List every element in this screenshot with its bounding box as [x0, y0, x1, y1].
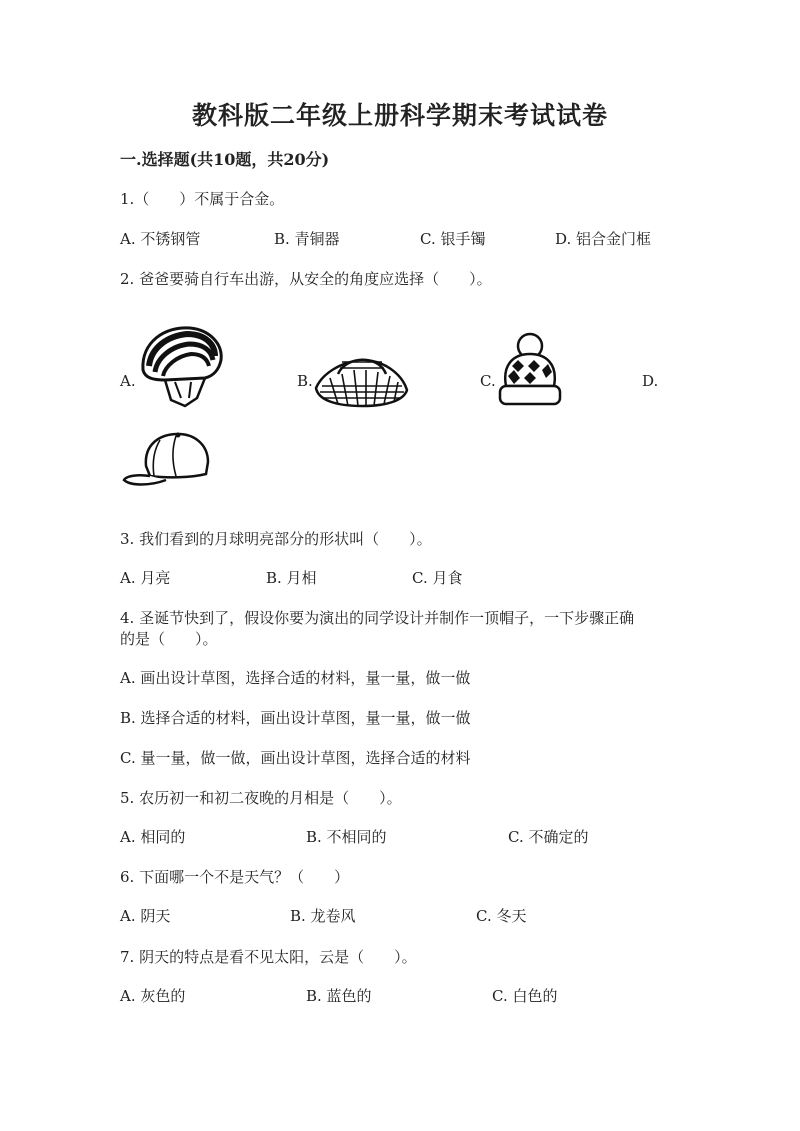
question-5-stem: 5. 农历初一和初二夜晚的月相是（ ）。 — [120, 789, 402, 807]
question-3-stem: 3. 我们看到的月球明亮部分的形状叫（ ）。 — [120, 530, 432, 548]
q3-option-b[interactable]: B. 月相 — [266, 569, 317, 587]
q5-option-a[interactable]: A. 相同的 — [120, 828, 186, 846]
baseball-cap-icon — [120, 430, 212, 492]
q4-option-c[interactable]: C. 量一量，做一做，画出设计草图，选择合适的材料 — [120, 749, 471, 767]
question-4-stem-line2: 的是（ ）。 — [120, 630, 218, 648]
knit-bobble-hat-icon — [494, 330, 566, 410]
question-4-stem-line1: 4. 圣诞节快到了，假设你要为演出的同学设计并制作一顶帽子，一下步骤正确 — [120, 609, 635, 627]
woven-straw-hat-icon — [312, 348, 410, 410]
q3-option-a[interactable]: A. 月亮 — [120, 569, 171, 587]
q6-option-c[interactable]: C. 冬天 — [476, 907, 527, 925]
q4-option-b[interactable]: B. 选择合适的材料，画出设计草图，量一量，做一做 — [120, 709, 471, 727]
page-title: 教科版二年级上册科学期末考试试卷 — [191, 101, 608, 130]
q5-option-b[interactable]: B. 不相同的 — [306, 828, 387, 846]
q2-option-d[interactable]: D. — [642, 372, 659, 390]
q2-option-b[interactable]: B. — [297, 372, 313, 390]
q1-option-a[interactable]: A. 不锈钢管 — [120, 230, 201, 248]
q3-option-c[interactable]: C. 月食 — [412, 569, 463, 587]
q5-option-c[interactable]: C. 不确定的 — [508, 828, 589, 846]
question-2-stem: 2. 爸爸要骑自行车出游，从安全的角度应选择（ ）。 — [120, 270, 492, 288]
q2-option-c[interactable]: C. — [480, 372, 496, 390]
q6-option-b[interactable]: B. 龙卷风 — [290, 907, 356, 925]
section-heading: 一.选择题(共10题，共20分) — [120, 150, 330, 169]
q7-option-c[interactable]: C. 白色的 — [492, 987, 558, 1005]
q1-option-c[interactable]: C. 银手镯 — [420, 230, 486, 248]
bicycle-helmet-icon — [135, 320, 230, 412]
q4-option-a[interactable]: A. 画出设计草图，选择合适的材料，量一量，做一做 — [120, 669, 471, 687]
q6-option-a[interactable]: A. 阴天 — [120, 907, 171, 925]
q1-option-b[interactable]: B. 青铜器 — [274, 230, 340, 248]
q2-option-a[interactable]: A. — [120, 372, 136, 390]
q1-option-d[interactable]: D. 铝合金门框 — [555, 230, 652, 248]
question-7-stem: 7. 阴天的特点是看不见太阳，云是（ ）。 — [120, 948, 417, 966]
q7-option-b[interactable]: B. 蓝色的 — [306, 987, 372, 1005]
question-1-stem: 1.（ ）不属于合金。 — [120, 190, 285, 208]
q7-option-a[interactable]: A. 灰色的 — [120, 987, 186, 1005]
question-6-stem: 6. 下面哪一个不是天气？（ ） — [120, 868, 350, 886]
